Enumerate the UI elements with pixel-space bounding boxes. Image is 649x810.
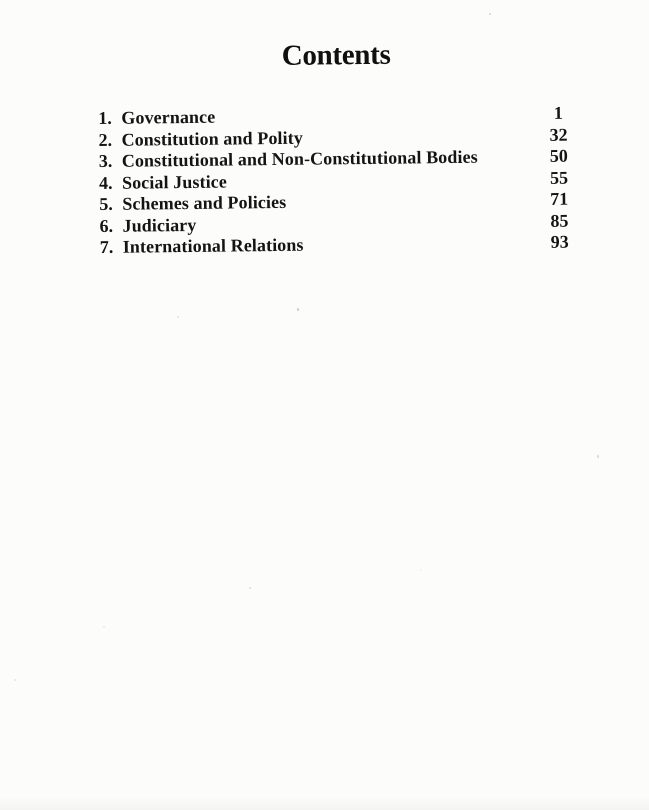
entry-number: 6. <box>99 215 114 236</box>
page-title: Contents <box>281 38 391 72</box>
entry-number: 1. <box>98 107 112 129</box>
entry-number: 7. <box>99 236 114 258</box>
entry-number: 4. <box>98 172 113 193</box>
entry-page-number: 55 <box>549 167 569 188</box>
entry-number: 5. <box>99 193 113 215</box>
toc-entry <box>100 232 579 259</box>
entry-title: Judiciary <box>122 214 197 236</box>
entry-title: International Relations <box>122 234 304 257</box>
entry-title: Governance <box>121 106 216 128</box>
entry-page-number: 85 <box>550 210 569 231</box>
entry-title: Constitution and Polity <box>121 127 303 150</box>
entry-title: Social Justice <box>121 171 228 193</box>
entry-title: Schemes and Policies <box>122 191 287 214</box>
table-of-contents <box>98 103 579 259</box>
entry-page-number: 50 <box>549 145 568 166</box>
entry-number: 3. <box>98 150 113 172</box>
entry-number: 2. <box>98 129 113 150</box>
entry-page-number: 32 <box>549 124 568 145</box>
entry-page-number: 71 <box>550 188 569 209</box>
entry-page-number: 93 <box>550 231 569 252</box>
entry-title: Constitutional and Non-Constitutional Bodies <box>121 146 478 171</box>
entry-page-number: 1 <box>553 102 563 123</box>
